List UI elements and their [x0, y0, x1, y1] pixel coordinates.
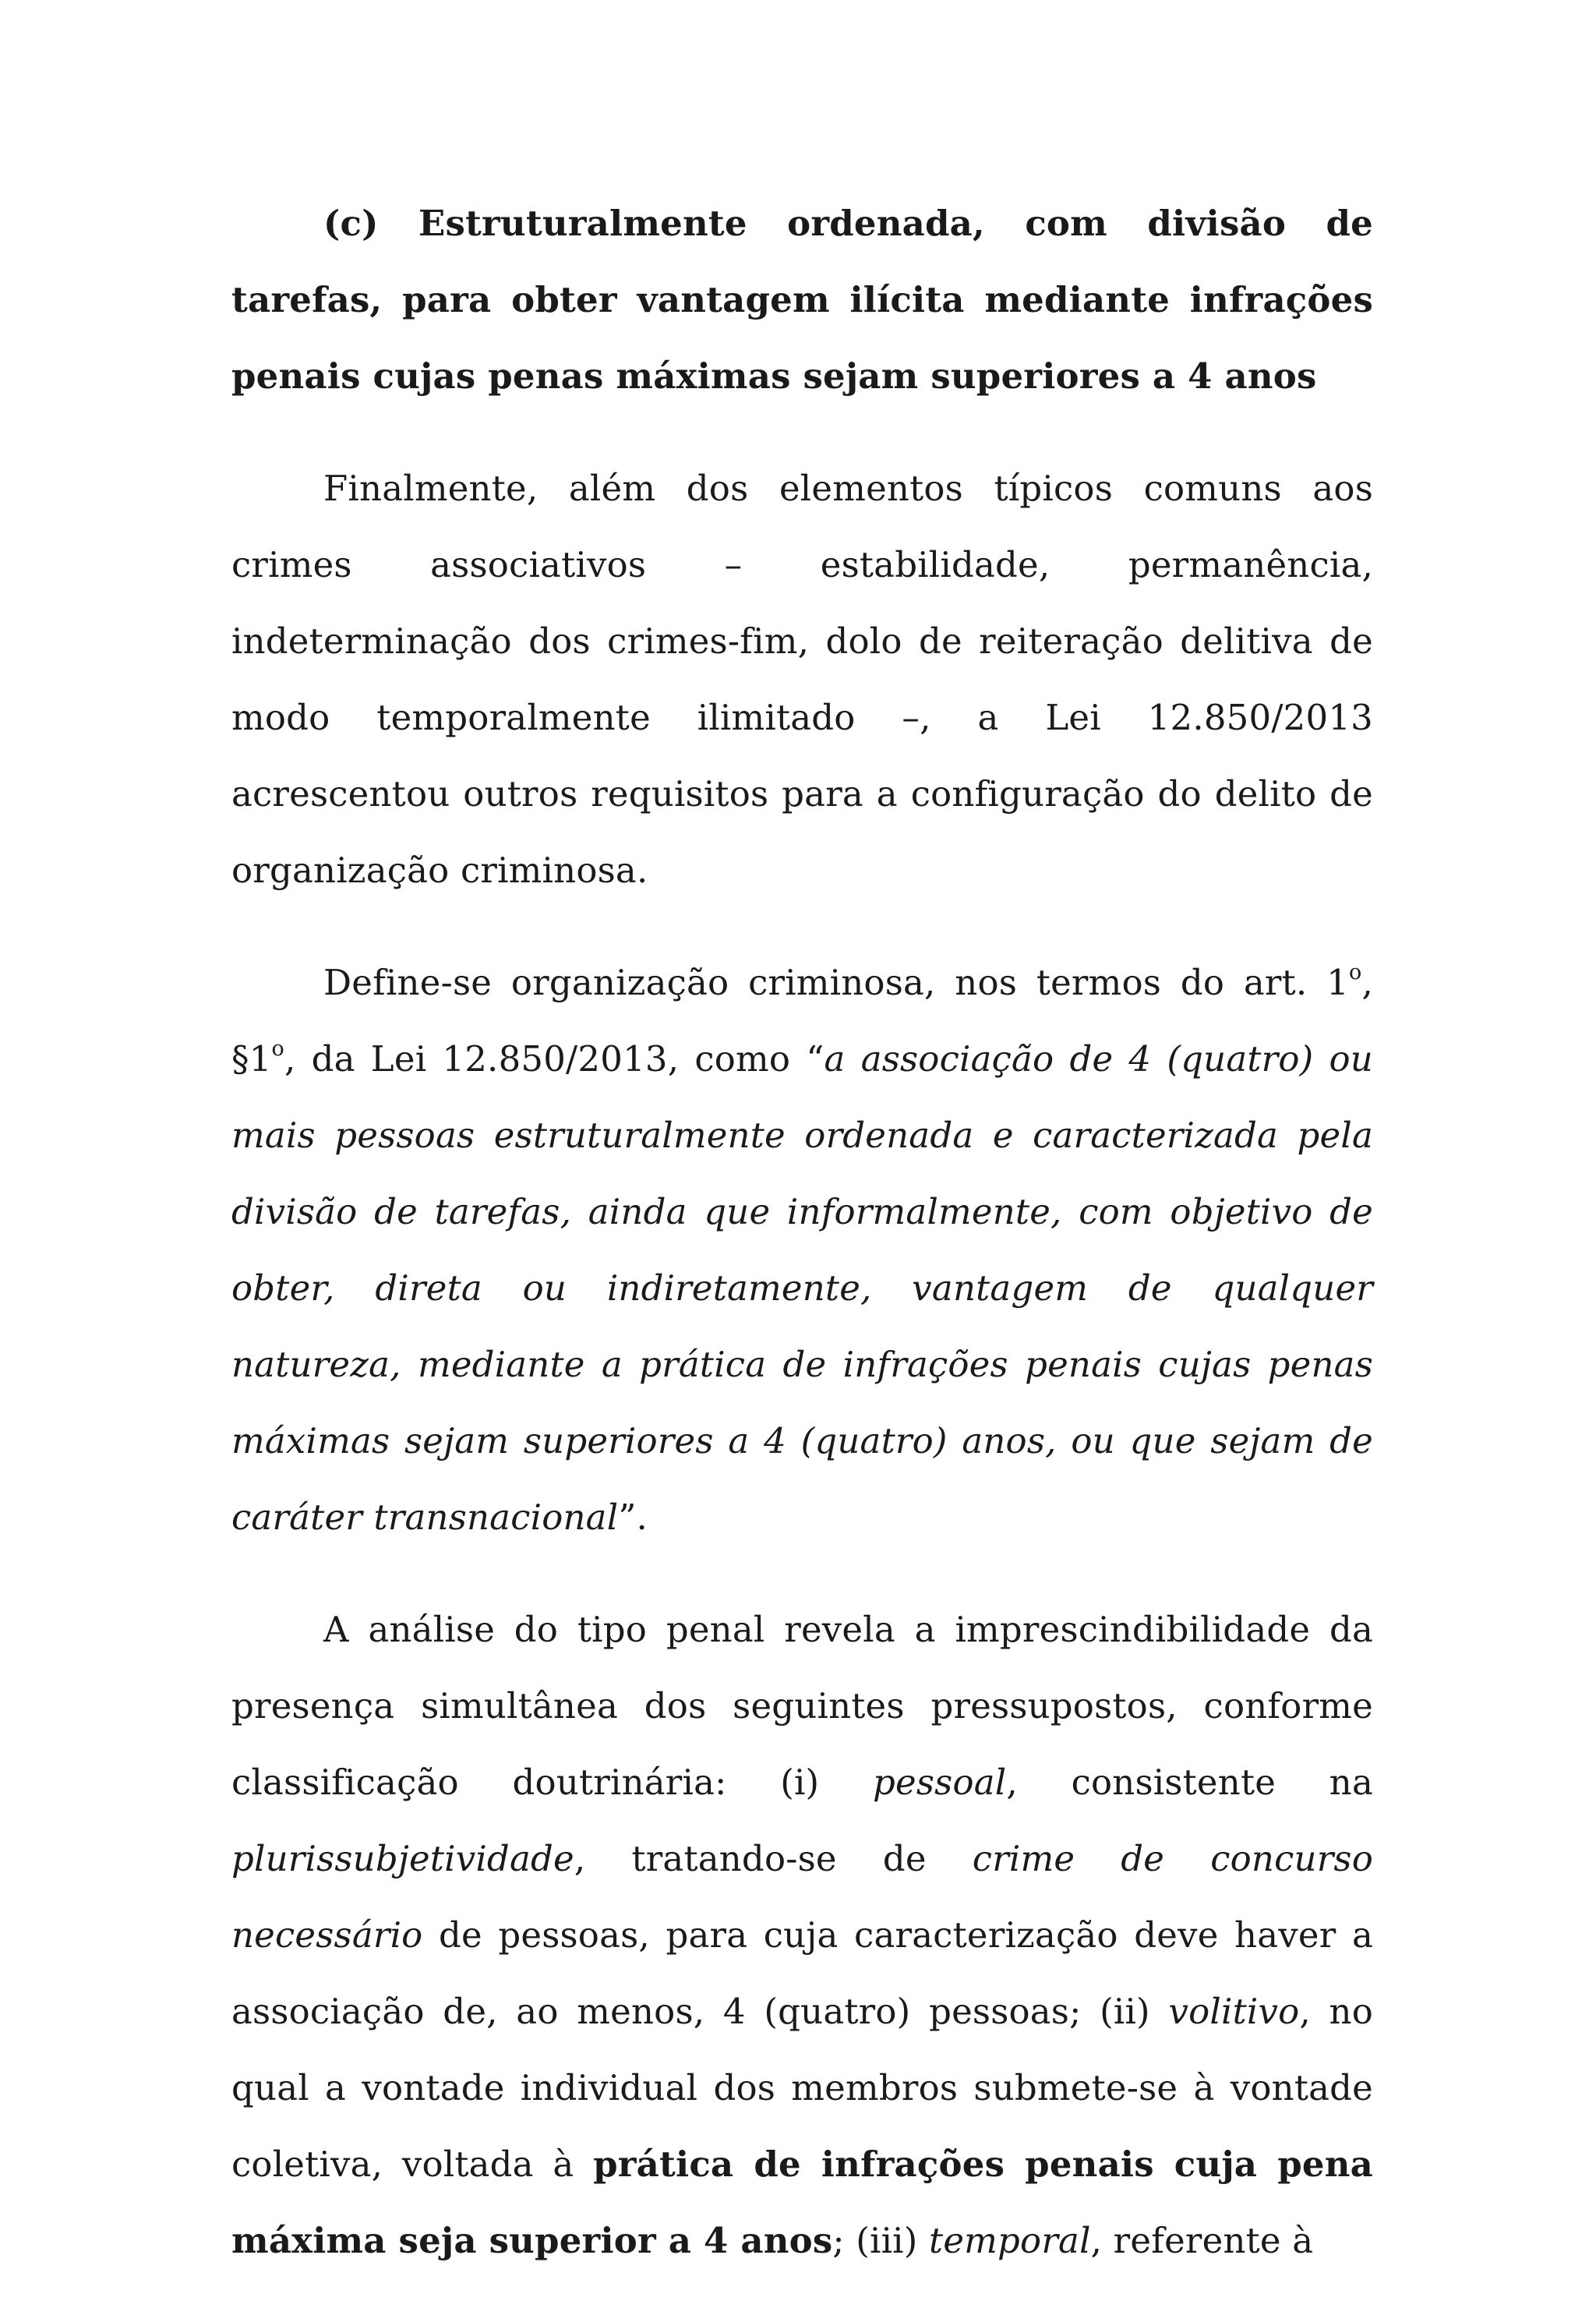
section-heading-text: (c) Estruturalmente ordenada, com divisão de tarefas, para obter vantagem ilícita mediante infrações penais cujas penas máximas sejam superiores a 4 anos: [231, 203, 1373, 397]
paragraph-3-part-1: A análise do tipo penal revela a imprescindibilidade da presença simultânea dos seguintes pressupostos, conforme classificação doutrinária: (i): [231, 1609, 1373, 1803]
paragraph-2: [231, 945, 1373, 1556]
term-plurissubjetividade: plurissubjetividade: [231, 1838, 574, 1879]
ordinal-marker-2: o: [271, 1036, 284, 1061]
paragraph-3: [231, 1592, 1373, 2279]
paragraph-3-part-4: de pessoas, para cuja caracterização deve haver a associação de, ao menos, 4 (quatro) pessoas; (ii): [231, 1914, 1373, 2032]
document-body: [231, 186, 1373, 2315]
paragraph-3-part-7: , referente à: [1090, 2220, 1314, 2261]
section-heading: [231, 186, 1373, 415]
paragraph-2-mid: , §1: [231, 962, 1373, 1080]
emphasis-pena-maxima: prática de infrações penais cuja pena máxima seja superior a 4 anos: [231, 2144, 1373, 2261]
paragraph-3-part-2: , consistente na: [1006, 1762, 1373, 1803]
paragraph-3-part-3: , tratando-se de: [574, 1838, 973, 1879]
paragraph-2-close: ”.: [618, 1497, 648, 1538]
ordinal-marker-1: o: [1349, 960, 1362, 984]
paragraph-2-after: , da Lei 12.850/2013, como “: [284, 1038, 824, 1080]
term-volitivo: volitivo: [1168, 1991, 1300, 2032]
paragraph-3-part-6: ; (iii): [832, 2220, 930, 2261]
paragraph-3-part-5: , no qual a vontade individual dos membros submete-se à vontade coletiva, voltada à: [231, 1991, 1374, 2185]
paragraph-1-text: Finalmente, além dos elementos típicos comuns aos crimes associativos – estabilidade, permanência, indeterminação dos crimes-fim, dolo de reiteração delitiva de modo temporalmente ilimitado –, a Lei 12.850/2013 acrescentou outros requisitos para a configuração do delito de organização criminosa.: [231, 468, 1373, 891]
term-temporal: temporal: [929, 2220, 1091, 2261]
term-crime-concurso: crime de concurso necessário: [231, 1838, 1373, 1956]
term-pessoal: pessoal: [873, 1762, 1007, 1803]
legal-quote: a associação de 4 (quatro) ou mais pessoas estruturalmente ordenada e caracterizada pela divisão de tarefas, ainda que informalmente, com objetivo de obter, direta ou indiretamente, vantagem de qualquer natureza, mediante a prática de infrações penais cujas penas máximas sejam superiores a 4 (quatro) anos, ou que sejam de caráter transnacional: [231, 1038, 1373, 1538]
paragraph-2-lead: Define-se organização criminosa, nos termos do art. 1: [323, 962, 1350, 1003]
paragraph-1: [231, 451, 1373, 909]
